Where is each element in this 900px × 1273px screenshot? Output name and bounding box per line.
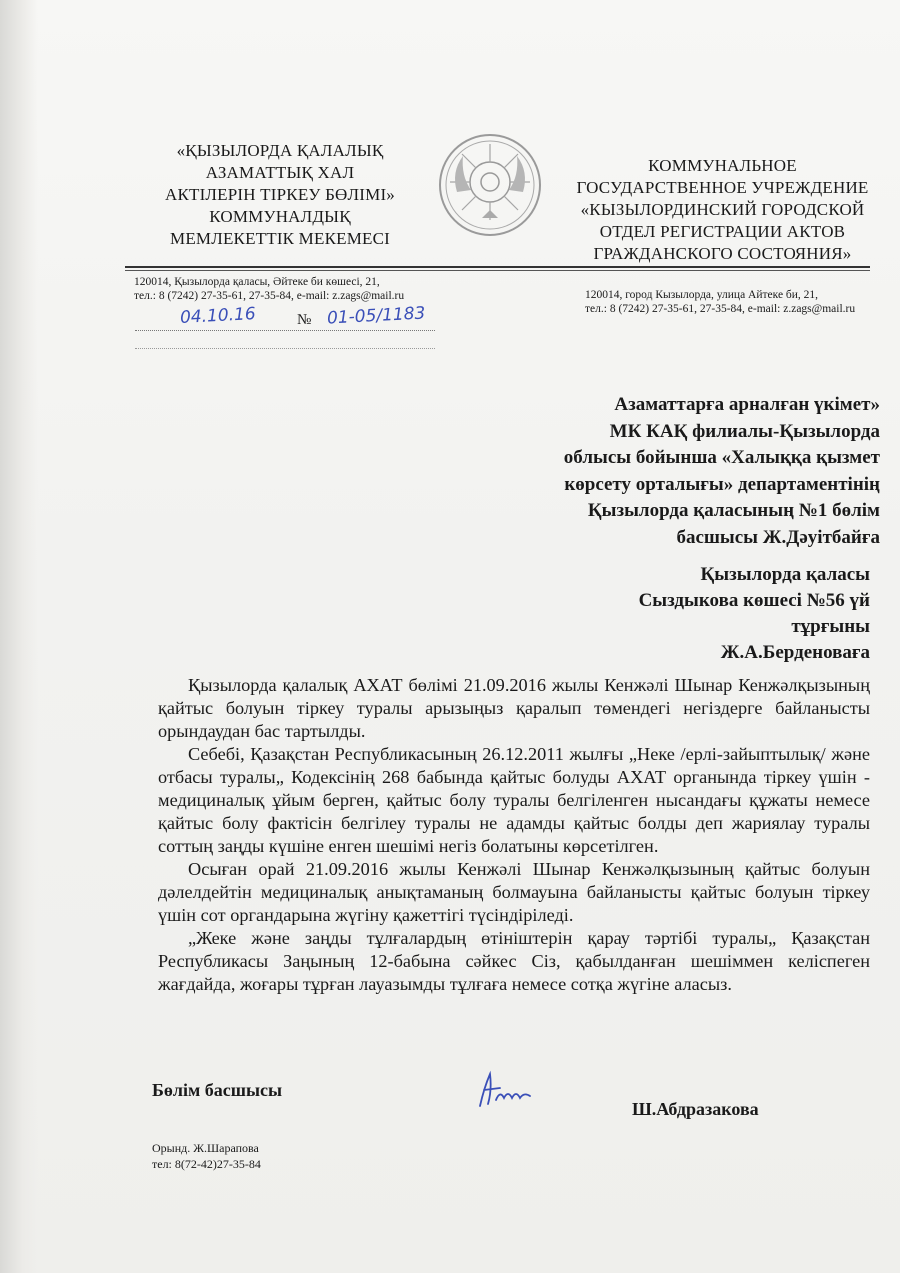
- header-russian-line: ГРАЖДАНСКОГО СОСТОЯНИЯ»: [593, 244, 852, 263]
- body-paragraph: Себебі, Қазақстан Республикасының 26.12.2011 жылғы „Неке /ерлі-зайыптылық/ және отбасы туралы„ Кодексінің 268 бабында қайтыс болуды АХАТ органында тіркеу үшін - медициналық ұйым берген, қайтыс болу туралы белгіленген нысандағы құжаты немесе қайтыс болу фактісін белгілеу туралы не адамды қайтыс болды деп жариялау туралы соттың заңды күшіне енген шешімі негіз болатыны көрсетілген.: [158, 744, 870, 856]
- header-russian-line: КОММУНАЛЬНОЕ: [648, 156, 797, 175]
- recipient-line: тұрғыны: [791, 616, 870, 637]
- header-kazakh-line: МЕМЛЕКЕТТІК МЕКЕМЕСІ: [170, 229, 390, 248]
- signatory-name: Ш.Абдразакова: [632, 1099, 759, 1119]
- addressee-block: [480, 392, 880, 551]
- recipient-line: Қызылорда қаласы: [700, 564, 870, 585]
- dotted-line: [135, 348, 435, 349]
- address-line: 120014, Қызылорда қаласы, Әйтеке би көшесі, 21,: [134, 276, 380, 288]
- header-kazakh: [150, 140, 410, 250]
- address-kazakh: [134, 275, 434, 303]
- header-russian-line: ГОСУДАРСТВЕННОЕ УЧРЕЖДЕНИЕ: [576, 178, 869, 197]
- recipient-line: Ж.А.Берденоваға: [720, 642, 870, 663]
- letter-body: [158, 674, 870, 996]
- header-russian-line: «КЫЗЫЛОРДИНСКИЙ ГОРОДСКОЙ: [580, 200, 865, 219]
- addressee-line: облысы бойынша «Халыққа қызмет: [563, 447, 880, 468]
- header-kazakh-line: «ҚЫЗЫЛОРДА ҚАЛАЛЫҚ: [176, 141, 384, 160]
- number-sign: №: [297, 312, 312, 328]
- signatory-title: Бөлім басшысы: [152, 1080, 283, 1100]
- header-russian: [570, 155, 875, 265]
- addressee-line: МК КАҚ филиалы-Қызылорда: [609, 420, 880, 442]
- address-line: тел.: 8 (7242) 27-35-61, 27-35-84, e-mail: z.zags@mail.ru: [585, 303, 856, 315]
- outgoing-date: 04.10.16: [179, 304, 257, 328]
- address-line: 120014, город Кызылорда, улица Айтеке би, 21,: [585, 289, 819, 301]
- body-paragraph: „Жеке және заңды тұлғалардың өтініштерін қарау тәртібі туралы„ Қазақстан Республикасы Заңының 12-бабына сәйкес Сіз, қабылданған шешіммен келіспеген жағдайда, жоғары тұрған лауазымды тұлғаға немесе сотқа жүгіне аласыз.: [158, 928, 870, 994]
- address-line: тел.: 8 (7242) 27-35-61, 27-35-84, e-mail: z.zags@mail.ru: [134, 290, 405, 302]
- header-kazakh-line: АКТІЛЕРІН ТІРКЕУ БӨЛІМІ»: [164, 185, 396, 204]
- paper-fold-shadow: [0, 0, 38, 1273]
- address-russian: [585, 288, 875, 316]
- addressee-line: басшысы Ж.Дәуітбайға: [676, 526, 880, 548]
- body-paragraph: Осыған орай 21.09.2016 жылы Кенжәлі Шынар Кенжәлқызының қайтыс болуын дәлелдейтін медициналық анықтаманың болмауына байланысты қайтыс болуын тіркеу үшін сот органдарына жүгіну қажеттігі түсіндіріледі.: [158, 859, 870, 925]
- kazakhstan-state-emblem-icon: [437, 132, 543, 238]
- header-kazakh-line: АЗАМАТТЫҚ ХАЛ: [205, 163, 355, 182]
- executor-phone: тел: 8(72-42)27-35-84: [152, 1157, 261, 1171]
- body-paragraph: Қызылорда қалалық АХАТ бөлімі 21.09.2016 жылы Кенжәлі Шынар Кенжәлқызының қайтыс болуын тіркеу туралы арызыңыз қаралып төмендегі негіздерге байланысты орындаудан бас тартылды.: [158, 675, 870, 741]
- header-russian-line: ОТДЕЛ РЕГИСТРАЦИИ АКТОВ: [599, 222, 846, 241]
- handwritten-signature: [470, 1068, 550, 1113]
- addressee-line: көрсету орталығы» департаментінің: [564, 473, 880, 495]
- header-divider-thin: [125, 270, 870, 271]
- outgoing-reference: [135, 304, 435, 344]
- header-kazakh-line: КОММУНАЛДЫҚ: [209, 207, 351, 226]
- outgoing-number: 01-05/1183: [326, 303, 426, 329]
- executor-name: Орынд. Ж.Шарапова: [152, 1141, 259, 1155]
- dotted-line: [135, 330, 435, 331]
- executor-info: [152, 1140, 261, 1172]
- recipient-line: Сыздыкова көшесі №56 үй: [638, 590, 870, 611]
- addressee-line: Азаматтарға арналған үкімет»: [614, 394, 880, 415]
- addressee-line: Қызылорда қаласының №1 бөлім: [587, 500, 880, 521]
- header-divider: [125, 266, 870, 268]
- recipient-block: [470, 562, 870, 666]
